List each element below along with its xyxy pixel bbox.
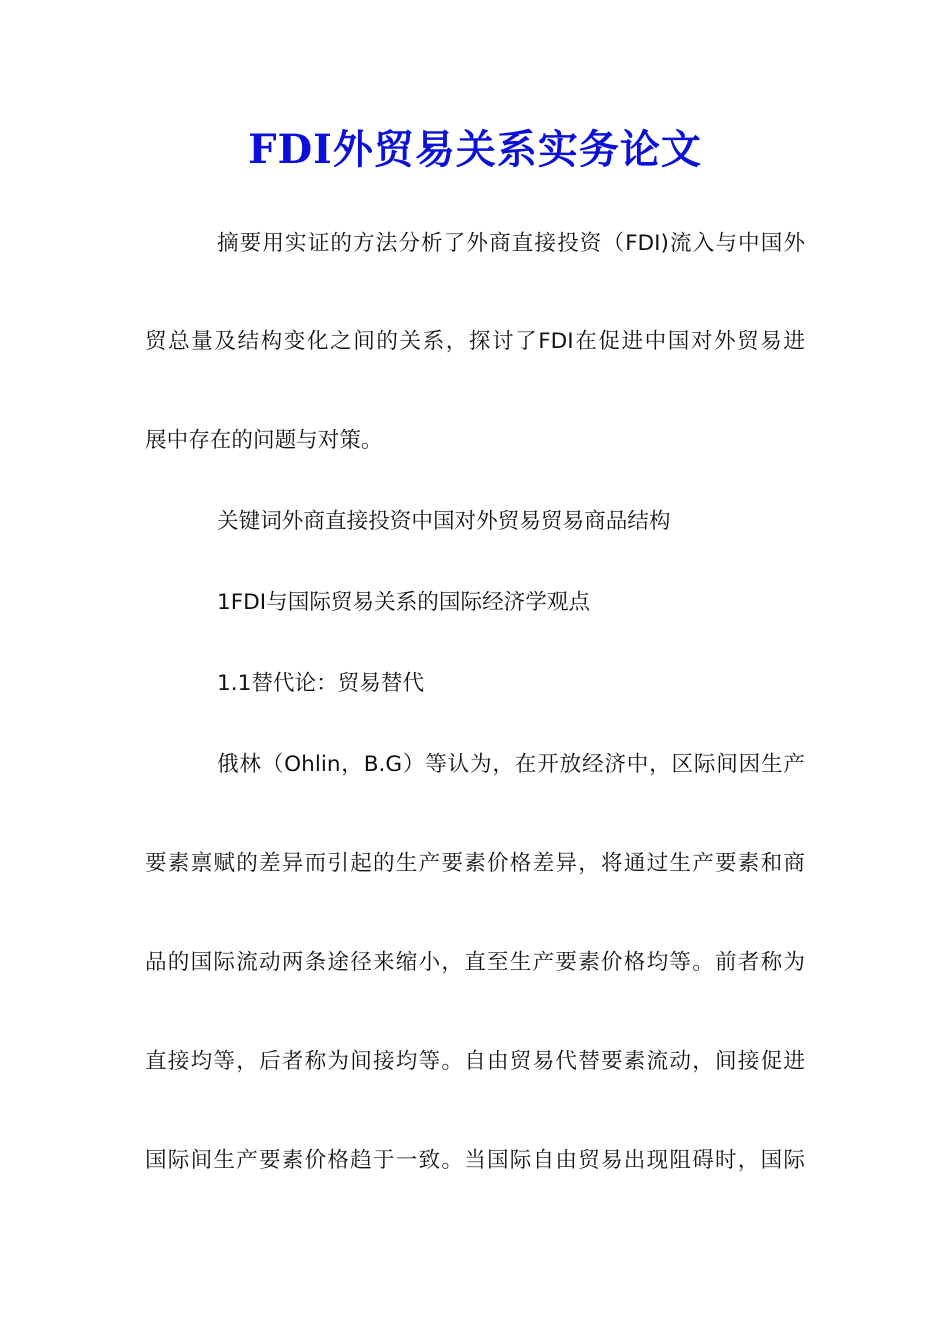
paragraph-line-1: 俄林（Ohlin，B.G）等认为，在开放经济中，区际间因生产: [217, 752, 805, 777]
abstract-line-3: 展中存在的问题与对策。: [145, 428, 383, 453]
document-title: FDI外贸易关系实务论文: [248, 126, 702, 173]
subsection-heading-1-1: 1.1替代论：贸易替代: [217, 671, 425, 696]
paragraph-line-4: 直接均等，后者称为间接均等。自由贸易代替要素流动，间接促进: [145, 1049, 805, 1074]
abstract-line-2: 贸总量及结构变化之间的关系，探讨了FDI在促进中国对外贸易进: [145, 329, 805, 354]
section-heading-1: 1FDI与国际贸易关系的国际经济学观点: [217, 590, 591, 615]
paragraph-line-5: 国际间生产要素价格趋于一致。当国际自由贸易出现阻碍时，国际: [145, 1148, 805, 1173]
keywords-line: 关键词外商直接投资中国对外贸易贸易商品结构: [217, 509, 671, 534]
paragraph-line-2: 要素禀赋的差异而引起的生产要素价格差异，将通过生产要素和商: [145, 851, 805, 876]
abstract-line-1: 摘要用实证的方法分析了外商直接投资（FDI)流入与中国外: [217, 231, 805, 256]
paragraph-line-3: 品的国际流动两条途径来缩小，直至生产要素价格均等。前者称为: [145, 950, 805, 975]
